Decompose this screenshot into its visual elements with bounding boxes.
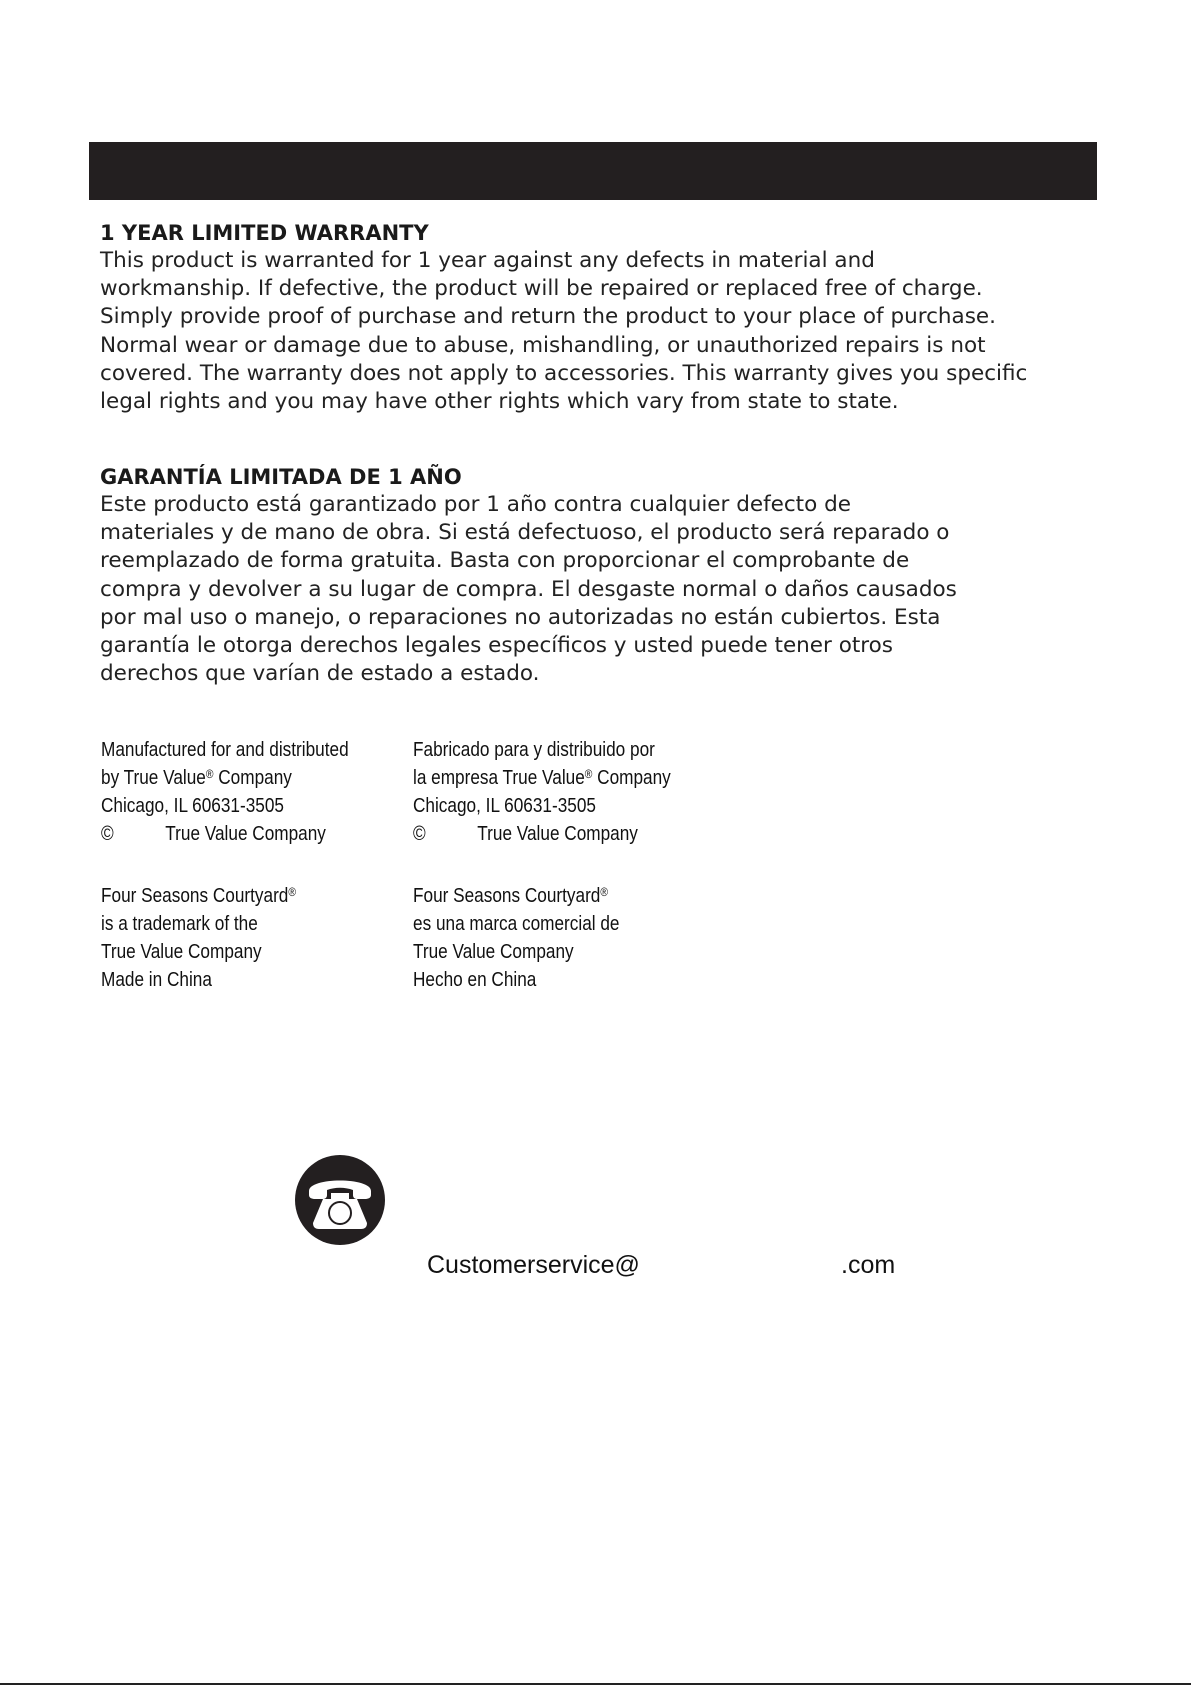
manufacturer-en-line: Chicago, IL 60631-3505	[101, 795, 284, 817]
manufacturer-en-line: Manufactured for and distributed	[101, 739, 349, 761]
trademark-en-block	[101, 882, 359, 994]
trademark-en-line: Made in China	[101, 969, 212, 991]
warranty-en-line: Normal wear or damage due to abuse, mishandling, or unauthorized repairs is not	[100, 332, 986, 358]
registered-mark: ®	[205, 767, 214, 781]
manufacturer-es-line: Chicago, IL 60631-3505	[413, 795, 596, 817]
warranty-en-section	[100, 219, 1100, 416]
warranty-es-section	[100, 463, 1100, 688]
trademark-en-line: Four Seasons Courtyard®	[101, 885, 296, 907]
warranty-en-line: legal rights and you may have other rights which vary from state to state.	[100, 389, 899, 415]
trademark-es-line: Hecho en China	[413, 969, 537, 991]
registered-mark: ®	[288, 885, 296, 899]
email-domain-suffix: .com	[841, 1251, 896, 1279]
trademark-en-line: is a trademark of the	[101, 913, 258, 935]
header-bar	[89, 142, 1097, 200]
warranty-en-heading: 1 YEAR LIMITED WARRANTY	[100, 221, 429, 245]
registered-mark: ®	[600, 885, 608, 899]
copyright-symbol: ©	[413, 823, 426, 845]
warranty-en-line: Simply provide proof of purchase and return the product to your place of purchase.	[100, 304, 996, 330]
trademark-es-block	[413, 882, 671, 994]
manufacturer-es-line: Fabricado para y distribuido por	[413, 739, 655, 761]
registered-mark: ®	[584, 767, 593, 781]
copyright-symbol: ©	[101, 823, 114, 845]
warranty-es-heading: GARANTÍA LIMITADA DE 1 AÑO	[100, 465, 462, 489]
warranty-es-line: derechos que varían de estado a estado.	[100, 661, 540, 687]
warranty-es-line: Este producto está garantizado por 1 año contra cualquier defecto de	[100, 492, 851, 517]
warranty-en-line: covered. The warranty does not apply to accessories. This warranty gives you specific	[100, 360, 1028, 386]
trademark-es-line: es una marca comercial de	[413, 913, 620, 935]
manufacturer-es-line: la empresa True Value® Company	[413, 767, 671, 789]
manufacturer-es-line: © True Value Company	[413, 823, 638, 845]
manufacturer-en-line: © True Value Company	[101, 823, 326, 845]
warranty-es-line: por mal uso o manejo, o reparaciones no autorizadas no están cubiertos. Esta	[100, 604, 941, 630]
telephone-icon	[295, 1155, 385, 1245]
email-user: Customerservice@	[427, 1251, 640, 1279]
warranty-es-line: compra y devolver a su lugar de compra. El desgaste normal o daños causados	[100, 576, 957, 602]
warranty-es-line: materiales y de mano de obra. Si está defectuoso, el producto será reparado o	[100, 520, 950, 546]
warranty-en-line: This product is warranted for 1 year against any defects in material and	[100, 248, 875, 273]
warranty-es-line: reemplazado de forma gratuita. Basta con proporcionar el comprobante de	[100, 548, 910, 574]
trademark-es-line: Four Seasons Courtyard®	[413, 885, 608, 907]
manufacturer-en-block	[101, 736, 359, 848]
manufacturer-es-block	[413, 736, 671, 848]
warranty-es-line: garantía le otorga derechos legales específicos y usted puede tener otros	[100, 633, 894, 659]
manufacturer-en-line: by True Value® Company	[101, 767, 292, 789]
trademark-es-line: True Value Company	[413, 941, 574, 963]
warranty-en-line: workmanship. If defective, the product will be repaired or replaced free of charge.	[100, 276, 983, 302]
trademark-en-line: True Value Company	[101, 941, 262, 963]
